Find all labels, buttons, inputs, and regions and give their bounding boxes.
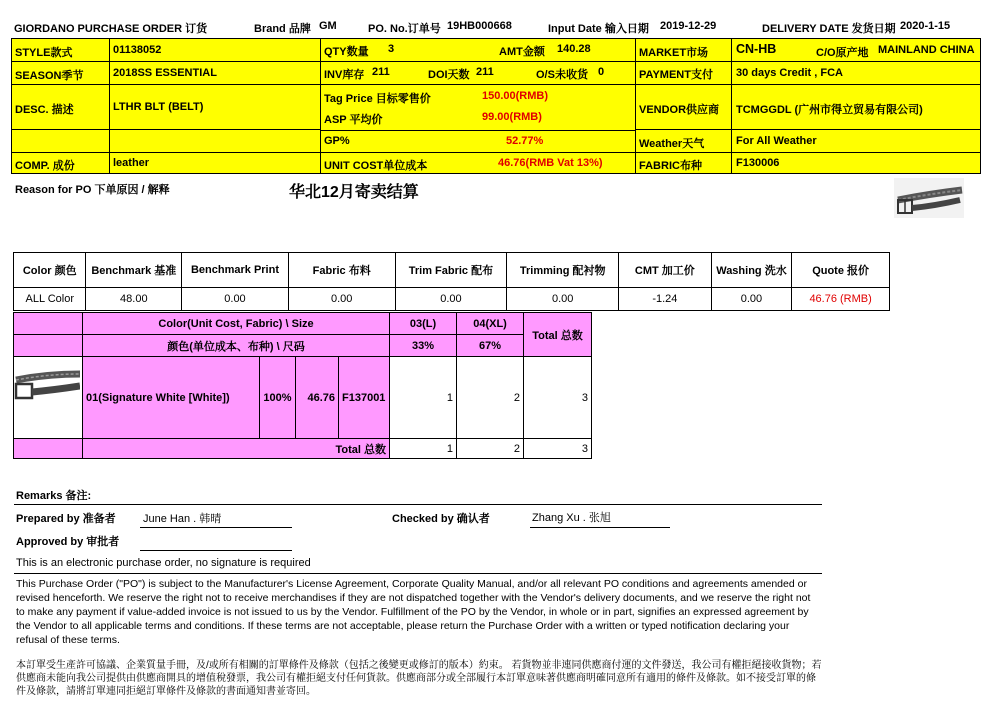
delivery-date-value: 2020-1-15 [900,20,951,32]
style-value: 01138052 [113,44,162,56]
reason-value: 华北12月寄卖结算 [289,184,419,201]
description-label: DESC. 描述 [15,104,74,116]
product-thumbnail-belt-icon [894,178,964,218]
doi-value: 211 [476,66,494,78]
tag-price-value: 150.00(RMB) [482,90,549,102]
size-breakdown-table [13,312,592,459]
fabric-value: F130006 [736,157,780,169]
value-benchmark: 48.00 [86,288,182,311]
header-fabric: Fabric 布料 [288,253,395,288]
inventory-value: 211 [372,66,390,78]
composition-value: leather [113,157,150,169]
benchmark-value-row [14,288,890,311]
qty-label: QTY数量 [324,46,369,58]
total-qty-03l: 1 [390,439,457,459]
approved-label: Approved by 审批者 [16,536,120,548]
size-total-row [14,439,592,459]
doi-label: DOI天数 [428,69,470,81]
po-header [14,20,980,36]
header-trim-fabric: Trim Fabric 配布 [395,253,507,288]
style-label: STYLE款式 [15,47,73,59]
checked-signature-line [530,527,670,528]
amt-value: 140.28 [557,43,591,55]
qty-value: 3 [388,43,395,55]
asp-value: 99.00(RMB) [482,111,542,123]
row-thumbnail [14,357,83,439]
origin-value: MAINLAND CHINA [878,44,975,56]
market-label: MARKET市场 [639,47,709,59]
delivery-date-label: DELIVERY DATE 发货日期 [762,23,896,35]
benchmark-header-row [14,253,890,288]
market-value: CN-HB [736,42,777,56]
po-info-grid [11,38,981,174]
terms-english: This Purchase Order ("PO") is subject to the Manufacturer's License Agreement, Corporate Quality Manual, and/or all relevant PO conditions and agreements amended or revised henceforth. We reserve the right not to receive merchandises if they are not dispatched together with the Vendor's delivery documents, and we reserve the right not to make any payment if value-added invoice is not issued to us by the Vendor. Fulfillment of the PO by the Vendor, in whole or in part, signifies an expressed agreement by the Vendor to all applicable terms and conditions. If these terms are not acceptable, please return the Purchase Order with a written or typed notification declaring your refusal of these terms. [16,578,811,646]
asp-label: ASP 平均价 [324,114,383,126]
total-qty-all: 3 [524,439,592,459]
size-data-row [14,357,592,439]
reason-label: Reason for PO 下单原因 / 解释 [15,184,170,196]
po-number-value: 19HB000668 [447,20,512,32]
total-qty-04xl: 2 [457,439,524,459]
input-date-label: Input Date 输入日期 [548,23,649,35]
amt-label: AMT金额 [499,46,545,58]
row-qty-03l: 1 [390,357,457,439]
remarks-label: Remarks 备注: [16,490,92,502]
row-qty-total: 3 [524,357,592,439]
unit-cost-value: 46.76(RMB Vat 13%) [498,157,603,169]
origin-label: C/O原产地 [816,47,869,59]
description-value: LTHR BLT (BELT) [113,101,204,113]
prepared-label: Prepared by 准备者 [16,513,116,525]
size-header-row-1 [14,313,592,335]
gp-label: GP% [324,135,350,147]
header-cmt: CMT 加工价 [619,253,712,288]
value-washing: 0.00 [711,288,792,311]
header-benchmark-print: Benchmark Print [182,253,289,288]
header-color: Color 颜色 [14,253,86,288]
value-cmt: -1.24 [619,288,712,311]
size-header-color-en: Color(Unit Cost, Fabric) \ Size [83,313,390,335]
weather-label: Weather天气 [639,138,705,150]
size-header-03l: 03(L) [390,313,457,335]
checked-label: Checked by 确认者 [392,513,490,525]
size-pct-03l: 33% [390,335,457,357]
season-label: SEASON季节 [15,70,84,82]
prepared-value: June Han . 韩晴 [143,513,222,525]
header-trimming: Trimming 配衬物 [507,253,619,288]
payment-value: 30 days Credit , FCA [736,67,843,79]
total-label: Total 总数 [83,439,390,459]
po-title: GIORDANO PURCHASE ORDER 订货 [14,23,208,35]
terms-divider [14,573,822,574]
prepared-signature-line [140,527,292,528]
checked-value: Zhang Xu . 张旭 [532,512,611,524]
value-benchmark-print: 0.00 [182,288,289,311]
row-percent: 100% [260,357,296,439]
value-color: ALL Color [14,288,86,311]
composition-label: COMP. 成份 [15,160,75,172]
terms-chinese: 本訂單受生產許可協議、企業質量手冊，及/或所有相關的訂單條件及條款（包括之後變更或修訂的版本）約束。 若貨物並非連同供應商付運的文件發送，我公司有權拒絕接收貨物；若供應商未能向我公司提供由供應商開具的增值稅發票，我公司有權拒絕支付任何貨款。供應商部分或全部履行本訂單意味著供應商明確同意所有適用的條件及條款。如不接受訂單的條件及條款，請將訂單連同拒絕訂單條件及條款的書面通知書並寄回。 [16,660,822,697]
value-quote: 46.76 (RMB) [792,288,890,311]
header-washing: Washing 洗水 [711,253,792,288]
po-number-label: PO. No.订单号 [368,23,441,35]
belt-icon [14,366,80,426]
size-header-04xl: 04(XL) [457,313,524,335]
vendor-label: VENDOR供应商 [639,104,720,116]
remarks-divider [14,504,822,505]
row-fabric: F137001 [339,357,390,439]
brand-value: GM [319,20,337,32]
inventory-label: INV库存 [324,69,365,81]
size-header-total: Total 总数 [524,313,592,357]
input-date-value: 2019-12-29 [660,20,717,32]
value-trimming: 0.00 [507,288,619,311]
electronic-note: This is an electronic purchase order, no signature is required [16,557,311,569]
value-trim-fabric: 0.00 [395,288,507,311]
gp-value: 52.77% [506,135,544,147]
row-qty-04xl: 2 [457,357,524,439]
row-unit-cost: 46.76 [296,357,339,439]
outstanding-value: 0 [598,66,605,78]
outstanding-label: O/S未收货 [536,69,588,81]
season-value: 2018SS ESSENTIAL [113,67,217,79]
benchmark-table [13,252,890,311]
fabric-label: FABRIC布种 [639,160,702,172]
header-quote: Quote 报价 [792,253,890,288]
size-pct-04xl: 67% [457,335,524,357]
value-fabric: 0.00 [288,288,395,311]
payment-label: PAYMENT支付 [639,69,713,81]
vendor-value: TCMGGDL (广州市得立贸易有限公司) [736,104,923,116]
weather-value: For All Weather [736,135,817,147]
approved-signature-line [140,550,292,551]
unit-cost-label: UNIT COST单位成本 [324,160,428,172]
tag-price-label: Tag Price 目标零售价 [324,93,431,105]
row-color: 01(Signature White [White]) [83,357,260,439]
size-header-color-cn: 颜色(单位成本、布种) \ 尺码 [83,335,390,357]
header-benchmark: Benchmark 基准 [86,253,182,288]
brand-label: Brand 品牌 [254,23,311,35]
size-header-row-2 [14,335,592,357]
